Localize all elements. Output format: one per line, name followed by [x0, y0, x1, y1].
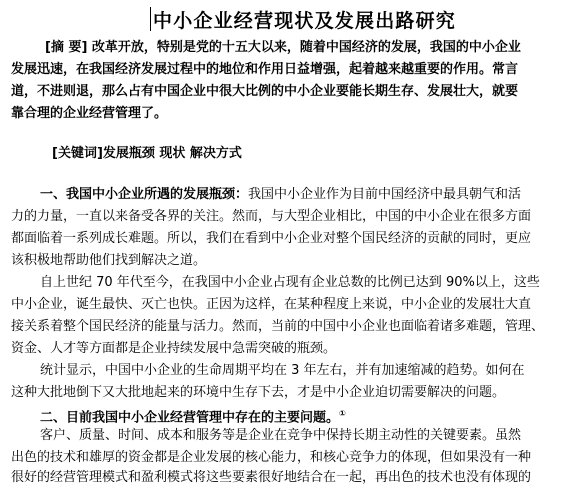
abstract-line: 靠合理的企业经营管理了。: [11, 106, 168, 121]
keywords-line: [关键词]发展瓶颈 现状 解决方式: [52, 146, 242, 161]
section2-heading-line: [40, 404, 346, 428]
section2-p1-line: 很好的经营管理模式和盈利模式将这些要素很好地结合在一起，再出色的技术也没有体现的: [11, 470, 532, 485]
abstract-line: 发展迅速，在我国经济发展过程中的地位和作用日益增强，起着越来越重要的作用。常言: [11, 62, 519, 77]
abstract-line: [摘 要] 改革开放，特别是党的十五大以来，随着中国经济的发展，我国的中小企业: [45, 40, 521, 55]
section2-p1-line: 出色的技术和雄厚的资金都是企业发展的核心能力，和核心竞争力的体现，但如果没有一种: [11, 450, 532, 465]
section1-p3-line: 这种大批地倒下又大批地起来的环境中生存下去，才是中小企业迫切需要解决的问题。: [11, 385, 506, 400]
section1-p2-line: 中小企业，诞生最快、灭亡也快。正因为这样，在某种程度上来说，中小企业的发展壮大直: [11, 297, 532, 312]
abstract-line: 道，不进则退，那么占有中国企业中很大比例的中小企业要能长期生存、发展壮大，就要: [11, 84, 519, 99]
section1-p1-line: 我国中小企业作为目前中国经济中最具朝气和活: [248, 187, 522, 202]
section2-p1-line: 客户、质量、时间、成本和服务等是企业在竞争中保持长期主动性的关键要素。虽然: [40, 428, 522, 443]
text-cursor: [150, 7, 151, 31]
document-title: 中小企业经营现状及发展出路研究: [153, 10, 457, 32]
section1-p2-line: 自上世纪 70 年代至今，在我国中小企业占现有企业总数的比例已达到 90%以上，这些: [40, 275, 540, 290]
section2-heading: 二、目前我国中小企业经营管理中存在的主要问题。: [40, 410, 340, 426]
footnote-mark[interactable]: ①: [339, 409, 346, 418]
section1-first-line: [40, 185, 521, 205]
section1-p1-line: 该积极地帮助他们找到解决之道。: [11, 253, 207, 268]
section1-p2-line: 资金、人才等方面都是企业持续发展中急需突破的瓶颈。: [11, 341, 337, 356]
section1-p1-line: 力的力量，一直以来备受各界的关注。然而，与大型企业相比，中国的中小企业在很多方面: [11, 209, 532, 224]
section1-p1-line: 都面临着一系列成长难题。所以，我们在看到中小企业对整个国民经济的贡献的同时，更应: [11, 231, 532, 246]
section1-p2-line: 接关系着整个国民经济的能量与活力。然而，当前的中国中小企业也面临着诸多难题，管理、: [11, 319, 545, 334]
section1-p3-line: 统计显示，中国中小企业的生命周期平均在 3 年左右，并有加速缩减的趋势。如何在: [40, 363, 525, 378]
section1-heading: 一、我国中小企业所遇的发展瓶颈：: [40, 187, 249, 202]
